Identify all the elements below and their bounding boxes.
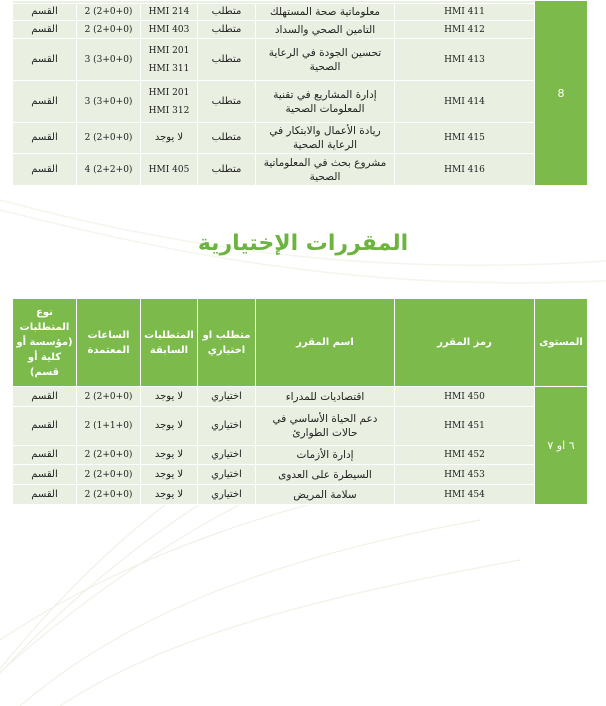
- course-type: متطلب: [198, 81, 256, 123]
- table-row: [13, 123, 588, 154]
- course-prereq: [141, 39, 198, 81]
- course-code: HMI 453: [395, 465, 535, 485]
- table-row: [13, 39, 588, 81]
- course-hours: 2 (2+0+0): [77, 4, 141, 21]
- course-hours: 2 (2+0+0): [77, 21, 141, 39]
- course-name: إدارة المشاريع في تقنية المعلومات الصحية: [256, 81, 395, 123]
- header-level: المستوى: [535, 299, 588, 387]
- course-name: ريادة الأعمال والابتكار في الرعاية الصحية: [256, 123, 395, 154]
- course-code: HMI 415: [395, 123, 535, 154]
- course-kind: القسم: [13, 485, 77, 505]
- header-hours: الساعات المعتمدة: [77, 299, 141, 387]
- header-row: [13, 299, 588, 387]
- course-name: إدارة الأزمات: [256, 446, 395, 465]
- header-kind-sub: (مؤسسة أو كلية أو قسم): [16, 337, 73, 378]
- course-type: متطلب: [198, 39, 256, 81]
- table-row: [13, 81, 588, 123]
- course-type: اختياري: [198, 446, 256, 465]
- header-prereq: المتطلبات السابقة: [141, 299, 198, 387]
- course-kind: القسم: [13, 387, 77, 407]
- elective-courses-table: [12, 298, 588, 505]
- course-type: اختياري: [198, 465, 256, 485]
- course-prereq: لا يوجد: [141, 123, 198, 154]
- prereq-line: HMI 311: [148, 63, 190, 74]
- header-kind: [13, 299, 77, 387]
- course-kind: القسم: [13, 4, 77, 21]
- course-hours: 3 (3+0+0): [77, 81, 141, 123]
- header-name: اسم المقرر: [256, 299, 395, 387]
- required-courses-table: [12, 0, 588, 186]
- course-hours: 2 (2+0+0): [77, 465, 141, 485]
- course-prereq: لا يوجد: [141, 446, 198, 465]
- course-type: اختياري: [198, 387, 256, 407]
- course-name: مشروع بحث في المعلوماتية الصحية: [256, 154, 395, 186]
- course-name: السيطرة على العدوى: [256, 465, 395, 485]
- prereq-line: HMI 312: [148, 105, 190, 116]
- table-row: [13, 446, 588, 465]
- course-code: HMI 416: [395, 154, 535, 186]
- course-type: متطلب: [198, 123, 256, 154]
- level-cell: 8: [535, 1, 588, 186]
- course-kind: القسم: [13, 446, 77, 465]
- table-row: [13, 4, 588, 21]
- course-kind: القسم: [13, 123, 77, 154]
- course-code: HMI 411: [395, 4, 535, 21]
- course-code: HMI 413: [395, 39, 535, 81]
- course-kind: القسم: [13, 465, 77, 485]
- course-kind: القسم: [13, 21, 77, 39]
- course-kind: القسم: [13, 39, 77, 81]
- course-prereq: لا يوجد: [141, 387, 198, 407]
- course-name: اقتصاديات للمدراء: [256, 387, 395, 407]
- table-row: [13, 465, 588, 485]
- header-type: متطلب او اختياري: [198, 299, 256, 387]
- table-row: [13, 387, 588, 407]
- course-code: HMI 454: [395, 485, 535, 505]
- course-prereq: لا يوجد: [141, 465, 198, 485]
- course-type: متطلب: [198, 4, 256, 21]
- course-hours: 2 (2+0+0): [77, 123, 141, 154]
- course-prereq: HMI 214: [141, 4, 198, 21]
- course-hours: 3 (3+0+0): [77, 39, 141, 81]
- course-code: HMI 452: [395, 446, 535, 465]
- prereq-line: HMI 201: [148, 87, 190, 98]
- prereq-line: HMI 201: [148, 45, 190, 56]
- course-name: التامين الصحي والسداد: [256, 21, 395, 39]
- course-prereq: HMI 403: [141, 21, 198, 39]
- header-code: رمز المقرر: [395, 299, 535, 387]
- table-row: [13, 21, 588, 39]
- table-row: [13, 154, 588, 186]
- course-prereq: لا يوجد: [141, 485, 198, 505]
- course-prereq: [141, 81, 198, 123]
- course-hours: 2 (1+1+0): [77, 407, 141, 446]
- course-type: اختياري: [198, 407, 256, 446]
- course-name: دعم الحياة الأساسي في حالات الطوارئ: [256, 407, 395, 446]
- elective-courses-title: المقررات الإختيارية: [197, 231, 409, 256]
- course-kind: القسم: [13, 154, 77, 186]
- course-name: سلامة المريض: [256, 485, 395, 505]
- course-type: اختياري: [198, 485, 256, 505]
- course-hours: 2 (2+0+0): [77, 446, 141, 465]
- course-hours: 2 (2+0+0): [77, 485, 141, 505]
- course-code: HMI 450: [395, 387, 535, 407]
- course-prereq: لا يوجد: [141, 407, 198, 446]
- course-kind: القسم: [13, 81, 77, 123]
- course-type: متطلب: [198, 21, 256, 39]
- course-type: متطلب: [198, 154, 256, 186]
- table-row: [13, 407, 588, 446]
- course-code: HMI 412: [395, 21, 535, 39]
- course-hours: 4 (2+2+0): [77, 154, 141, 186]
- table-row: [13, 485, 588, 505]
- course-kind: القسم: [13, 407, 77, 446]
- course-name: تحسين الجودة في الرعاية الصحية: [256, 39, 395, 81]
- header-kind-label: نوع المتطلبات: [19, 307, 70, 333]
- course-hours: 2 (2+0+0): [77, 387, 141, 407]
- course-code: HMI 451: [395, 407, 535, 446]
- level-cell: ٦ او ٧: [535, 387, 588, 505]
- course-name: معلوماتية صحة المستهلك: [256, 4, 395, 21]
- course-prereq: HMI 405: [141, 154, 198, 186]
- course-code: HMI 414: [395, 81, 535, 123]
